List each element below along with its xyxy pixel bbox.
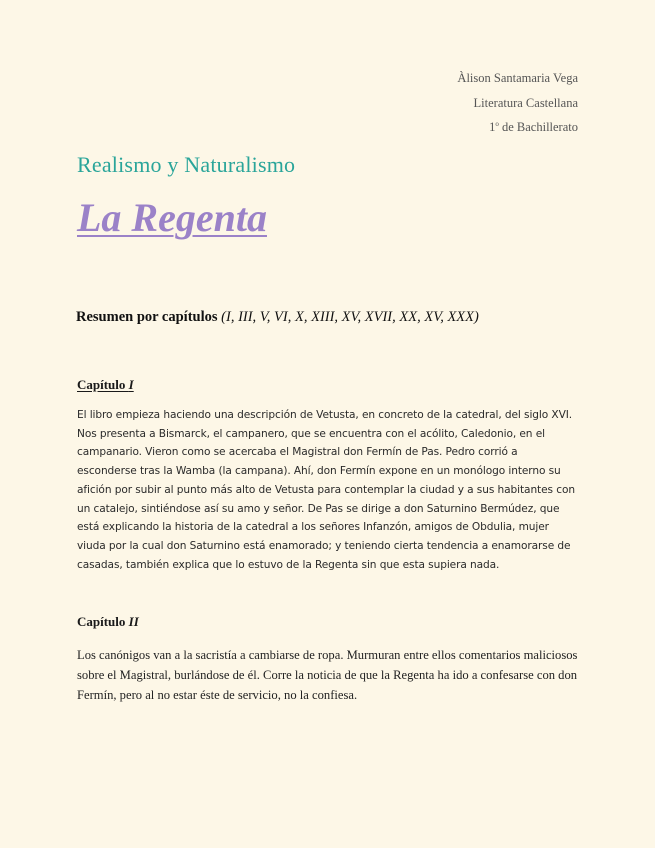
- chapter-label: Capítulo: [77, 614, 129, 629]
- course-ordinal: o: [495, 119, 499, 128]
- header-block: [457, 66, 578, 140]
- chapter-1-heading: [77, 377, 134, 393]
- summary-label: Resumen por capítulos: [76, 309, 222, 325]
- summary-heading: [76, 309, 479, 326]
- course-line: [457, 115, 578, 140]
- chapter-label: Capítulo: [77, 377, 129, 392]
- chapter-number: II: [128, 614, 139, 629]
- author-name: Àlison Santamaria Vega: [457, 71, 578, 85]
- chapter-1-paragraph: El libro empieza haciendo una descripción de Vetusta, en concreto de la catedral, del siglo XVI. Nos presenta a Bismarck, el campanero, que se encuentra con el acólito, Caledonio, en el campanario. Vieron como se acercaba el Magistral don Fermín de Pas. Pedro corrió a esconderse tras la Wamba (la campana). Ahí, don Fermín expone en un monólogo interno su afición por subir al punto más alto de Vetusta para contemplar la ciudad y a sus habitantes con un catalejo, sintiéndose así su amo y señor. De Pas se dirige a don Saturnino Bermúdez, que está explicando la historia de la catedral a los señores Infanzón, amigos de Obdulia, mujer viuda por la cual don Saturnino está enamorado; y teniendo cierta tendencia a enamorarse de casadas, también explica que lo estuvo de la Regenta sin que esta supiera nada.: [77, 409, 575, 571]
- subject-name: Literatura Castellana: [473, 95, 578, 110]
- course-number: 1: [489, 120, 496, 134]
- chapter-2-heading: [77, 614, 139, 630]
- document-title: La Regenta: [77, 195, 267, 240]
- chapter-number: I: [128, 377, 134, 392]
- document-subtitle: Realismo y Naturalismo: [77, 152, 296, 177]
- course-text: de Bachillerato: [498, 120, 578, 134]
- chapter-2-paragraph: Los canónigos van a la sacristía a cambiarse de ropa. Murmuran entre ellos comentarios maliciosos sobre el Magistral, burlándose de él. Corre la noticia de que la Regenta ha ido a confesarse con don Fermín, pero al no estar éste de servicio, no la confiesa.: [77, 648, 578, 702]
- summary-chapter-list: (I, III, V, VI, X, XIII, XV, XVII, XX, XV, XXX): [221, 309, 479, 325]
